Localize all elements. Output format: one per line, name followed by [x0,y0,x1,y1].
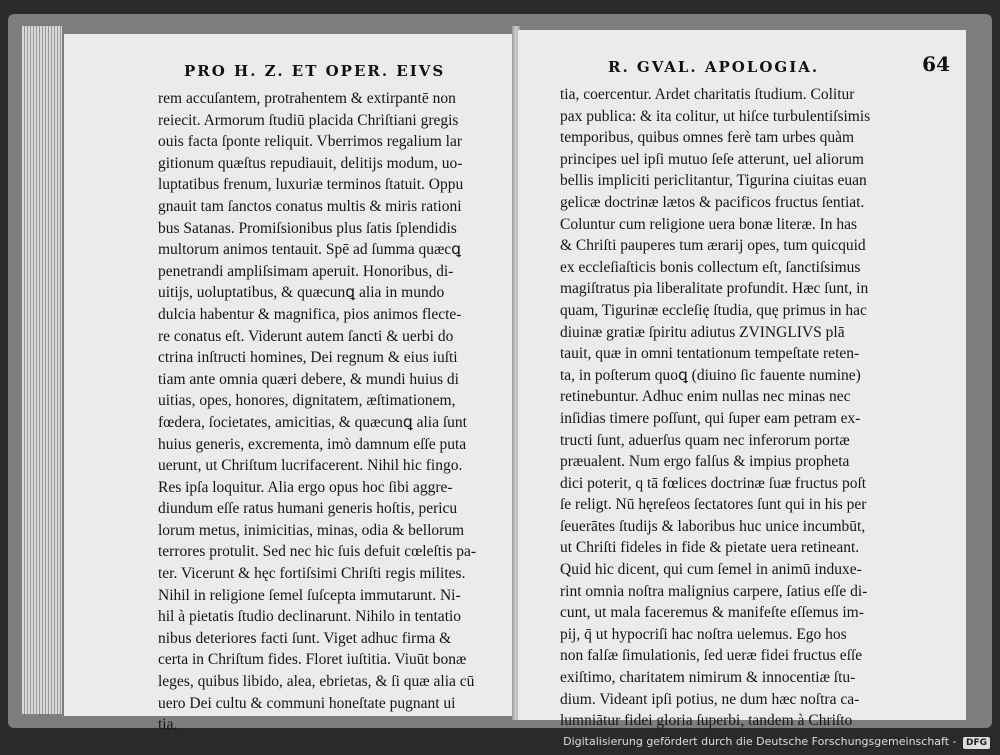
text-line: fœdera, ſocietates, amicitias, & quæcunꝗ alia ſunt [158,413,467,431]
text-line: ta, in poſterum quoꝗ (diuino ſic fauente numine) [560,366,861,384]
text-line: tiam ante omnia quæri debere, & mundi huius di [158,370,459,388]
text-line: gelicæ doctrinæ lætos & pacificos fructus ſentiat. [560,193,865,211]
text-line: luptatibus frenum, luxuriæ terminos ſtatuit. Oppu [158,176,464,194]
text-line: bus Satanas. Promiſsionibus plus ſatis ſplendidis [158,219,457,237]
text-line: ctrina inſtructi homines, Dei regnum & eius iuſti [158,349,458,367]
text-line: & Chriſti pauperes tum ærarij opes, tum quicquid [560,237,866,255]
text-line: Coluntur cum religione uera bonæ literæ. In has [560,215,858,233]
text-line: ouis facta ſponte reliquit. Vberrimos regalium lar [158,133,463,151]
text-line: dici poterit, q tā fœlices doctrinæ ſuæ fructus poſt [560,474,867,492]
text-line: Res ipſa loquitur. Alia ergo opus hoc ſibi aggre- [158,478,453,496]
text-line: ex eccleſiaſticis bonis collectum eſt, ſanctiſsimus [560,258,861,276]
text-line: diundum eſſe ratus humani generis hoſtis, pericu [158,500,458,518]
text-line: uero Dei cultu & communi honeſtate pugnant ui [158,694,456,712]
text-line: hil à pietatis ſtudio declinarunt. Nihilo in tentatio [158,608,462,626]
credit-text: Digitalisierung gefördert durch die Deutsche Forschungsgemeinschaft - [563,735,957,748]
dfg-logo: DFG [963,737,990,749]
page-edges [22,26,62,714]
page-number: 64 [922,52,950,76]
text-line: magiſtratus pia liberalitate profundit. Hæc ſunt, in [560,280,869,298]
text-line: tia, [158,716,178,734]
text-line: exiſtimo, charitatem nimirum & innocentiæ ſtu- [560,669,856,687]
text-line: tia, coercentur. Ardet charitatis ſtudium. Colitur [560,86,855,103]
text-line: pax publica: & ita colitur, ut hiſce turbulentiſsimis [560,107,871,125]
text-line: ſeuerātes ſtudijs & laboribus huc unice incumbūt, [560,517,866,535]
text-line: pij, q̄ ut hypocriſi hac noſtra uelemus. Ego hos [560,625,847,643]
text-line: nibus deteriores facti ſunt. Viget adhuc firma & [158,629,452,647]
text-line: uitias, opes, honores, dignitatem, æſtimationem, [158,392,456,410]
text-line: diuinæ gratiæ ſpiritu adiutus ZVINGLIVS plā [560,323,845,341]
left-page [64,34,514,734]
text-line: bellis impliciti periclitantur, Tigurina ciuitas euan [560,172,867,190]
right-body-text [560,84,870,732]
text-line: ſe religt. Nū hęreſeos ſectatores ſunt qui in his per [560,496,867,514]
text-line: principes uel ipſi mutuo ſeſe atterunt, uel aliorum [560,150,864,168]
text-line: lumniātur fidei gloria ſuperbi, tandem à Chriſto [560,712,853,730]
text-line: re conatus eſt. Viderunt autem ſancti & uerbi do [158,327,454,345]
text-line: ter. Vicerunt & hęc fortiſsimi Chriſti regis milites. [158,565,466,583]
text-line: uitijs, uoluptatibus, & quæcunꝗ alia in mundo [158,284,445,302]
text-line: uerunt, ut Chriſtum lucrifacerent. Nihil hic fingo. [158,457,463,475]
text-line: ut Chriſti fideles in fide & pietate uera retineant. [560,539,860,557]
right-page [518,30,966,730]
running-header-right: R. GVAL. APOLOGIA. [608,58,820,76]
text-line: terrores protulit. Sed nec hic ſuis defuit cœleſtis pa- [158,543,477,561]
text-line: quam, Tigurinæ eccleſię ſtudia, quę primus in hac [560,301,867,319]
text-line: dulcia habentur & magnifica, pios animos flecte- [158,305,462,323]
text-line: gnauit tam ſanctos conatus multis & miris rationi [158,197,462,215]
text-line: dium. Videant ipſi potius, ne dum hæc noſtra ca- [560,690,860,708]
text-line: Quid hic dicent, qui cum ſemel in animū induxe- [560,561,862,579]
text-line: Nihil in religione ſemel ſuſcepta immutarunt. Ni- [158,586,461,604]
text-line: multorum animos tentauit. Spē ad ſumma quæcꝗ [158,241,462,259]
text-line: retinebuntur. Adhuc enim nullas nec minas nec [560,388,851,406]
text-line: huius generis, excrementa, imò damnum eſſe puta [158,435,467,453]
text-line: certa in Chriſtum fides. Floret iuſtitia. Viuūt bonæ [158,651,467,669]
text-line: inſidias timere poſſunt, qui ſuper eam petram ex- [560,409,861,427]
text-line: leges, quibus libido, alea, ebrietas, & ſi quæ alia cū [158,673,475,691]
text-line: reiecit. Armorum ſtudiū placida Chriſtiani gregis [158,111,459,129]
text-line: cunt, ut mala faceremus & manifeſte eſſemus im- [560,604,864,622]
text-line: gitionum quæſtus repudiauit, delitijs modum, uo- [158,154,463,172]
text-line: præualent. Num ergo falſus & impius propheta [560,453,850,471]
text-line: rem accuſantem, protrahentem & extirpantē non [158,90,456,107]
digitization-credit [563,735,990,749]
text-line: rint omnia noſtra malignius carpere, ſatius eſſe di- [560,582,868,600]
text-line: tauit, quæ in omni tentationum tempeſtate reten- [560,345,860,363]
text-line: penetrandi ampliſsimam aperuit. Honoribus, di- [158,262,454,280]
left-body-text [158,88,476,736]
text-line: lorum metus, inimicitias, minas, odia & bellorum [158,521,465,539]
text-line: tructi ſunt, aduerſus quam nec inferorum portæ [560,431,850,449]
text-line: temporibus, quibus omnes ferè tam urbes quàm [560,129,855,147]
text-line: non falſæ ſimulationis, ſed ueræ fidei fructus eſſe [560,647,863,665]
running-header-left: PRO H. Z. ET OPER. EIVS [184,62,446,80]
